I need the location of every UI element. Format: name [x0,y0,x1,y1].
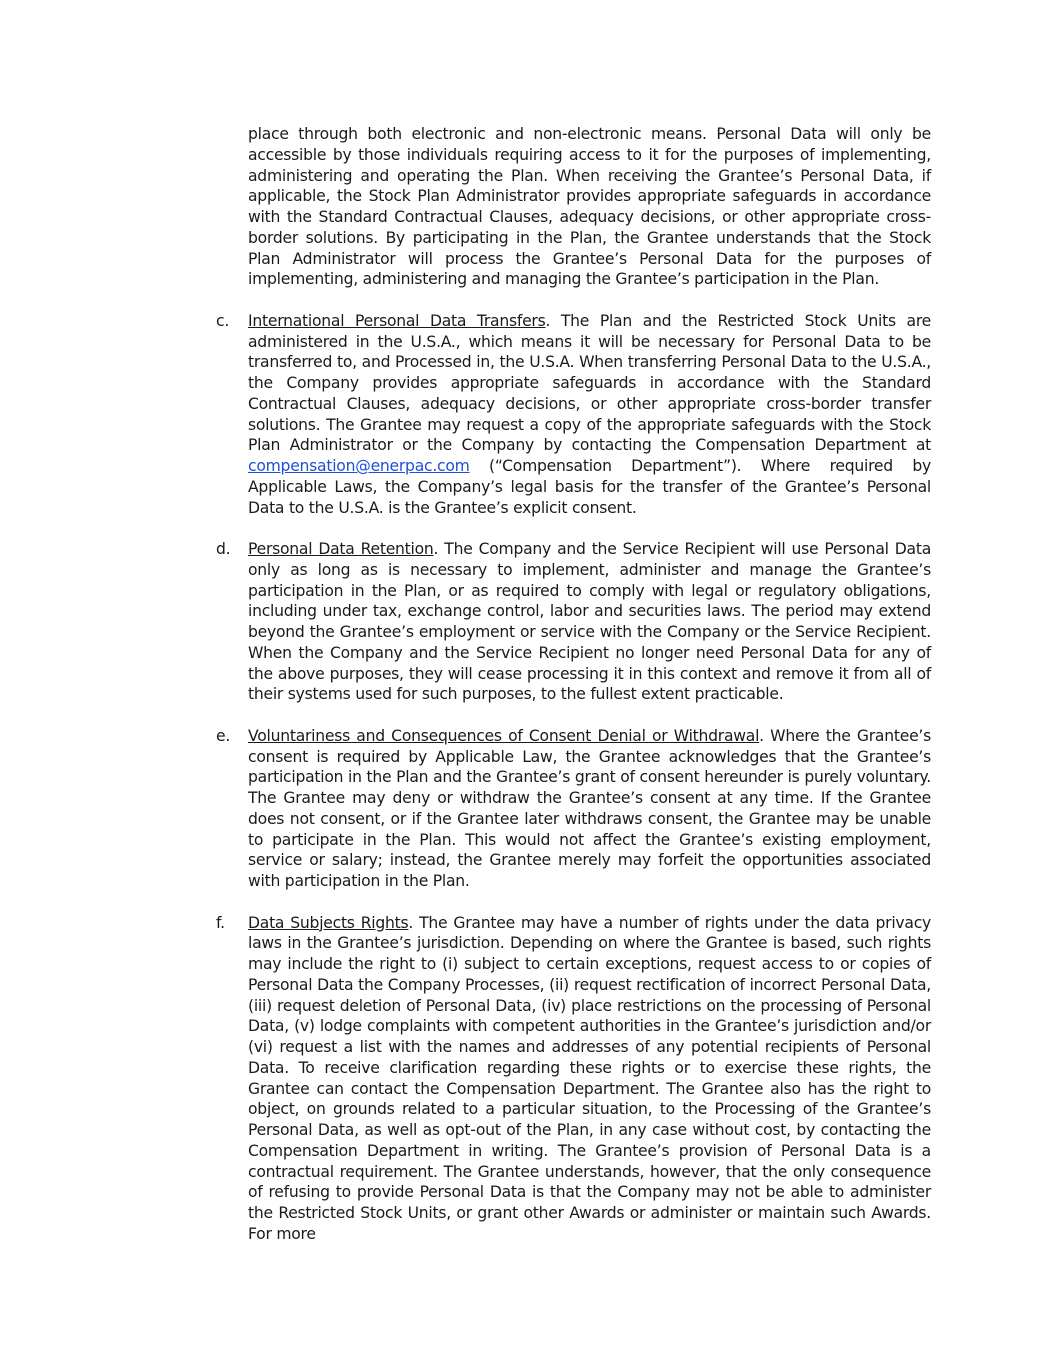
section-d-paragraph [216,539,931,705]
section-c-text-before-link: . The Plan and the Restricted Stock Units are administered in the U.S.A., which means it will be necessary for Personal Data to be transferred to, and Processed in, the U.S.A. When transferring Personal Data to the U.S.A., the Company provides appropriate safeguards in accordance with the Standard Contractual Clauses, adequacy decisions, or other appropriate cross-border transfer solutions. The Grantee may request a copy of the appropriate safeguards with the Stock Plan Administrator or the Company by contacting the Compensation Department at [248,311,931,455]
section-c-text-after-link: (“Compensation Department”). Where required by Applicable Laws, the Company’s legal basis for the transfer of the Grantee’s Personal Data to the U.S.A. is the Grantee’s explicit consent. [248,457,931,517]
section-c-paragraph [216,311,931,519]
section-d-text: . The Company and the Service Recipient will use Personal Data only as long as is necessary to implement, administer and manage the Grantee’s participation in the Plan, or as required to comply with legal or regulatory obligations, including under tax, exchange control, labor and securities laws. The period may extend beyond the Grantee’s employment or service with the Company or the Service Recipient. When the Company and the Service Recipient no longer need Personal Data for any of the above purposes, they will cease processing it in this context and remove it from all of their systems used for such purposes, to the fullest extent practicable. [248,540,931,704]
section-f-paragraph [216,913,931,1245]
section-d-marker: d. [216,540,231,558]
section-e-heading: Voluntariness and Consequences of Consent Denial or Withdrawal [248,726,760,745]
section-f-marker: f. [216,913,225,932]
compensation-email-link[interactable]: compensation@enerpac.com [248,457,470,475]
section-c-heading: International Personal Data Transfers [248,311,546,330]
document-body [216,124,931,1265]
intro-text: place through both electronic and non-electronic means. Personal Data will only be accessible by those individuals requiring access to it for the purposes of implementing, administering and operating the Plan. When receiving the Grantee’s Personal Data, if applicable, the Stock Plan Administrator provides appropriate safeguards in accordance with the Standard Contractual Clauses, adequacy decisions, or other appropriate cross-border solutions. By participating in the Plan, the Grantee understands that the Stock Plan Administrator will process the Grantee’s Personal Data for the purposes of implementing, administering and managing the Grantee’s participation in the Plan. [248,125,931,289]
section-f-text: . The Grantee may have a number of rights under the data privacy laws in the Grantee’s jurisdiction. Depending on where the Grantee is based, such rights may include the right to (i) subject to certain exceptions, request access to or copies of Personal Data the Company Processes, (ii) request rectification of incorrect Personal Data, (iii) request deletion of Personal Data, (iv) place restrictions on the processing of Personal Data, (v) lodge complaints with competent authorities in the Grantee’s jurisdiction and/or (vi) request a list with the names and addresses of any potential recipients of Personal Data. To receive clarification regarding these rights or to exercise these rights, the Grantee can contact the Compensation Department. The Grantee also has the right to object, on grounds related to a particular situation, to the Processing of the Grantee’s Personal Data, as well as opt-out of the Plan, in any case without cost, by contacting the Compensation Department in writing. The Grantee’s provision of Personal Data is a contractual requirement. The Grantee understands, however, that the only consequence of refusing to provide Personal Data is that the Company may not be able to administer the Restricted Stock Units, or grant other Awards or administer or maintain such Awards. For more [248,913,931,1243]
section-e-paragraph [216,726,931,892]
section-e-marker: e. [216,726,231,745]
section-f-heading: Data Subjects Rights [248,913,409,932]
section-d-heading: Personal Data Retention [248,540,434,558]
section-e-text: . Where the Grantee’s consent is required by Applicable Law, the Grantee acknowledges that the Grantee’s participation in the Plan and the Grantee’s grant of consent hereunder is purely voluntary. The Grantee may deny or withdraw the Grantee’s consent at any time. If the Grantee does not consent, or if the Grantee later withdraws consent, the Grantee may be unable to participate in the Plan. This would not affect the Grantee’s existing employment, service or salary; instead, the Grantee merely may forfeit the opportunities associated with participation in the Plan. [248,726,931,890]
intro-paragraph [216,124,931,290]
section-c-marker: c. [216,311,230,330]
